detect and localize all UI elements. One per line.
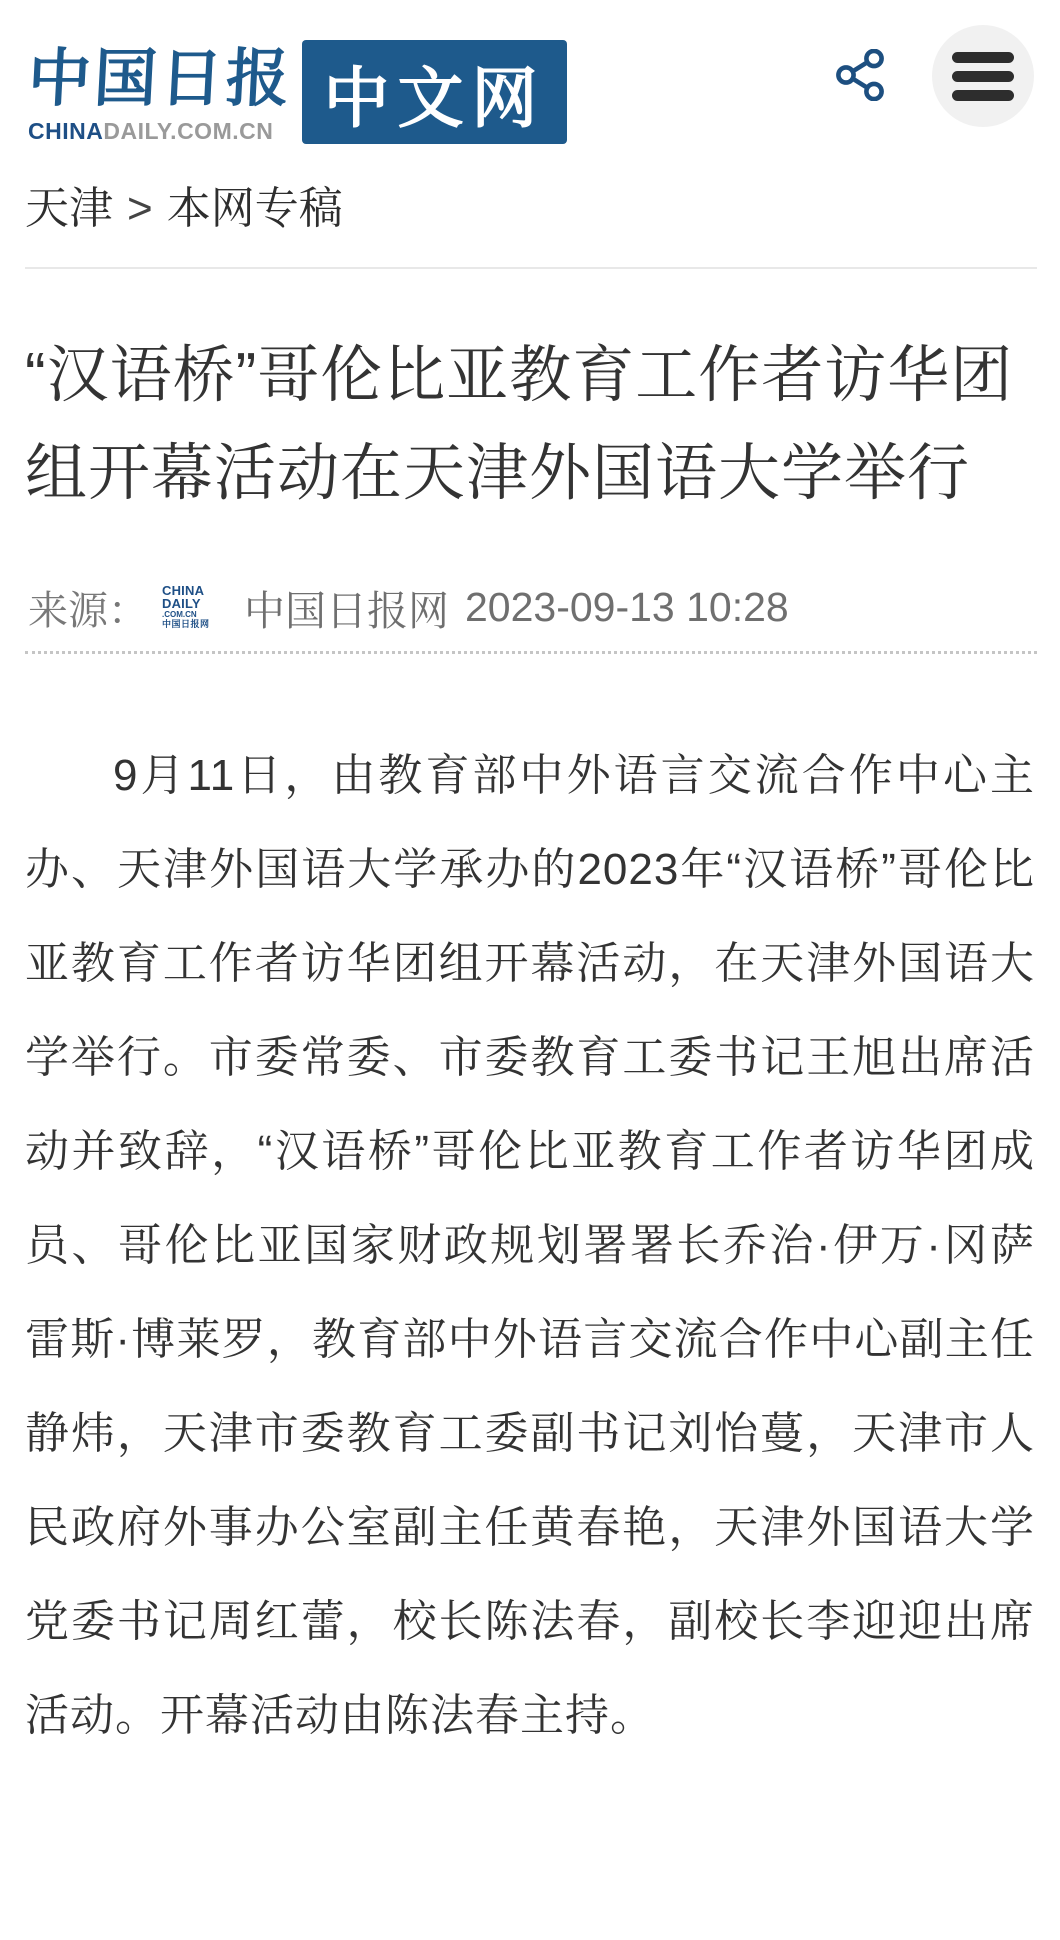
menu-bar-icon <box>952 90 1014 101</box>
source-logo-line4: 中国日报网 <box>162 619 210 629</box>
publish-timestamp: 2023-09-13 10:28 <box>465 583 789 630</box>
logo-left-block <box>28 40 292 144</box>
breadcrumb-subsection[interactable]: 本网专稿 <box>166 184 343 233</box>
menu-bar-icon <box>952 71 1014 82</box>
logo-calligraphy-text: 中国日报 <box>26 44 294 114</box>
article-source-row <box>28 581 1035 633</box>
breadcrumb <box>25 183 1035 235</box>
article-title: “汉语桥”哥伦比亚教育工作者访华团组开幕活动在天津外国语大学举行 <box>25 341 1014 508</box>
share-icon <box>836 49 884 101</box>
logo-domain-text <box>28 118 292 144</box>
menu-button[interactable] <box>932 25 1034 127</box>
site-header <box>0 0 1060 155</box>
logo-domain-bold: CHINA <box>28 118 104 144</box>
breadcrumb-section[interactable]: 天津 <box>25 184 113 233</box>
header-actions <box>836 25 1034 127</box>
source-logo-line3: .COM.CN <box>162 610 197 619</box>
breadcrumb-separator: > <box>127 184 153 233</box>
breadcrumb-divider <box>25 267 1037 269</box>
source-logo-line1: CHINA <box>162 583 205 598</box>
share-button[interactable] <box>836 49 884 104</box>
source-name: 中国日报网 <box>244 587 449 634</box>
menu-bar-icon <box>952 52 1014 63</box>
logo-site-badge: 中文网 <box>302 40 567 144</box>
source-dotted-divider <box>25 651 1037 654</box>
source-logo-line2: DAILY <box>162 596 201 611</box>
logo-domain-rest: DAILY.COM.CN <box>103 118 274 144</box>
article-body-paragraph: 9月11日，由教育部中外语言交流合作中心主办、天津外国语大学承办的2023年“汉语桥”哥伦比亚教育工作者访华团组开幕活动，在天津外国语大学举行。市委常委、市委教育工委书记王旭出席活动并致辞，“汉语桥”哥伦比亚教育工作者访华团成员、哥伦比亚国家财政规划署署长乔治·伊万·冈萨雷斯·博莱罗，教育部中外语言交流合作中心副主任静炜，天津市委教育工委副书记刘怡蔓，天津市人民政府外事办公室副主任黄春艳，天津外国语大学党委书记周红蕾，校长陈法春，副校长李迎迎出席活动。开幕活动由陈法春主持。 <box>25 751 1035 1740</box>
source-chinadaily-logo <box>162 584 214 630</box>
site-logo[interactable] <box>28 40 567 144</box>
source-label: 来源： <box>28 588 148 633</box>
